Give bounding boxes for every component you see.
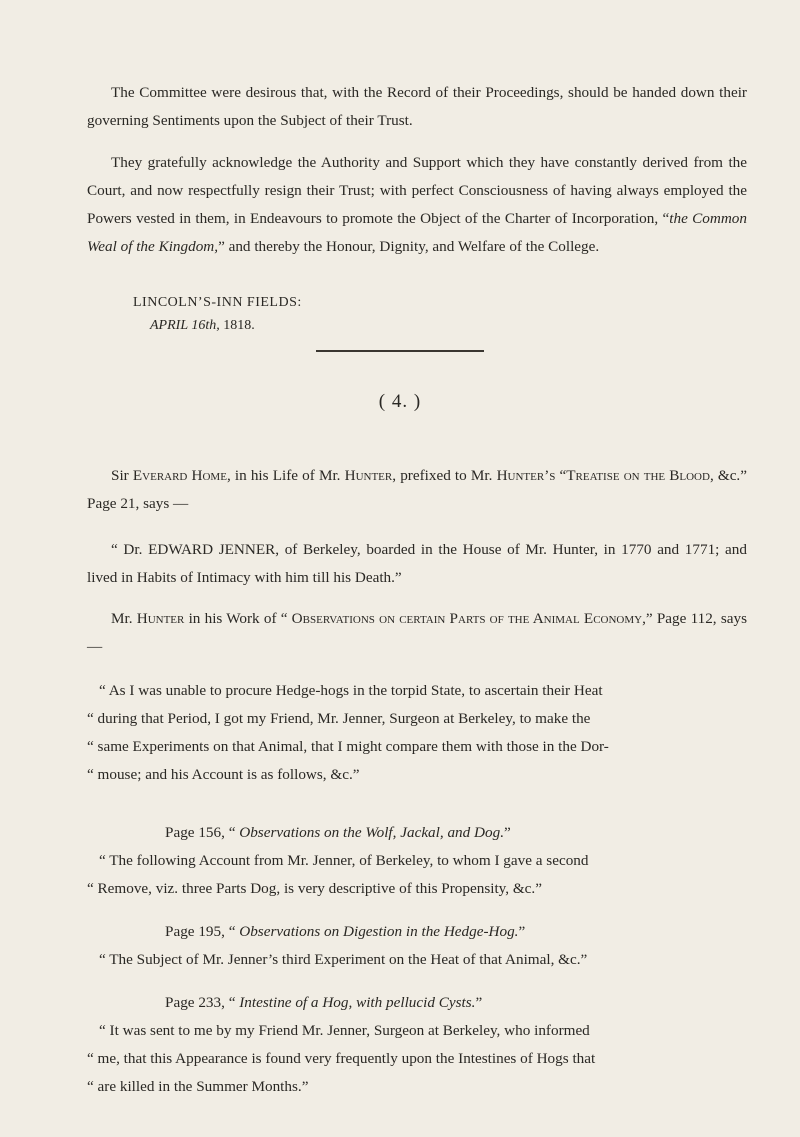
section-divider [316, 350, 484, 352]
paragraph-committee-acknowledgement [87, 149, 747, 261]
page233-reference [87, 989, 747, 1017]
citation-text: Mr. [111, 610, 137, 627]
signoff-date-month: APRIL 16th, [150, 318, 220, 333]
page195-quote [87, 946, 747, 974]
reference-text: Page 156, “ [165, 824, 240, 841]
author-name: Hunter [136, 610, 185, 627]
signoff-date [150, 318, 255, 334]
reference-title: Observations on Digestion in the Hedge-Hog. [239, 923, 519, 940]
paragraph-text: ” and thereby the Honour, Dignity, and Welfare of the College. [218, 238, 600, 255]
quote-line: “ are killed in the Summer Months.” [87, 1078, 309, 1095]
home-citation [87, 462, 747, 518]
reference-text: ” [504, 824, 511, 841]
citation-text: , &c.” Page 21, says — [87, 467, 747, 512]
quote-line: “ Remove, viz. three Parts Dog, is very descriptive of this Propensity, &c.” [87, 880, 542, 897]
quote-line: “ same Experiments on that Animal, that I might compare them with those in the Dor- [87, 738, 609, 755]
quote-line: “ The Subject of Mr. Jenner’s third Experiment on the Heat of that Animal, &c.” [99, 951, 588, 968]
reference-text: ” [475, 994, 483, 1011]
hunter-hedgehog-quote [87, 677, 747, 789]
work-title: Observations on certain Parts of the Animal Economy [291, 610, 643, 627]
signoff-date-year: 1818. [223, 318, 255, 333]
citation-text: ,” Page 112, says— [87, 610, 747, 655]
citation-text: Sir [111, 467, 133, 484]
author-name: Everard Home [132, 467, 227, 484]
author-name: Hunter’s [496, 467, 556, 484]
paragraph-text: The Committee were desirous that, with the Record of their Proceedings, should be handed down their governing Sentiments upon the Subject of their Trust. [87, 84, 747, 129]
citation-text: , in his Life of Mr. [226, 467, 345, 484]
citation-text: , prefixed to Mr. [392, 467, 497, 484]
work-title: Treatise on the Blood [566, 467, 710, 484]
paragraph-committee-record [87, 79, 747, 135]
charter-quote: the Common Weal of the Kingdom, [87, 210, 747, 255]
paragraph-text: They gratefully acknowledge the Authority and Support which they have constantly derived from the Court, and now respectfully resign their Trust; with perfect Consciousness of having always employed the Powers vested in them, in Endeavours to promote the Object of the Charter of Incorporation, “ [87, 154, 747, 227]
page233-quote [87, 1017, 747, 1101]
reference-title: Intestine of a Hog, with pellucid Cysts. [239, 994, 476, 1011]
reference-text: Page 195, “ [165, 923, 240, 940]
reference-text: ” [518, 923, 526, 940]
quote-line: “ It was sent to me by my Friend Mr. Jenner, Surgeon at Berkeley, who informed [99, 1022, 590, 1039]
reference-text: Page 233, “ [165, 994, 240, 1011]
citation-text: in his Work of “ [184, 610, 292, 627]
home-quote: “ Dr. EDWARD JENNER, of Berkeley, boarded in the House of Mr. Hunter, in 1770 and 1771; and lived in Habits of Intimacy with him till his Death.” [87, 541, 747, 586]
page195-reference [87, 918, 747, 946]
page156-reference [87, 819, 747, 847]
signoff-place: LINCOLN’S-INN FIELDS: [133, 295, 302, 310]
page156-quote [87, 847, 747, 903]
quote-line: “ mouse; and his Account is as follows, &c.” [87, 766, 360, 783]
quote-line: “ during that Period, I got my Friend, Mr. Jenner, Surgeon at Berkeley, to make the [87, 710, 591, 727]
quote-line: “ As I was unable to procure Hedge-hogs in the torpid State, to ascertain their Heat [99, 682, 603, 699]
reference-title: Observations on the Wolf, Jackal, and Dog. [239, 824, 504, 841]
section-number: ( 4. ) [378, 391, 422, 412]
quote-line: “ The following Account from Mr. Jenner, of Berkeley, to whom I gave a second [99, 852, 589, 869]
hunter-citation [87, 605, 747, 661]
citation-text: “ [555, 467, 567, 484]
quote-line: “ me, that this Appearance is found very frequently upon the Intestines of Hogs that [87, 1050, 596, 1067]
author-name: Hunter [344, 467, 393, 484]
